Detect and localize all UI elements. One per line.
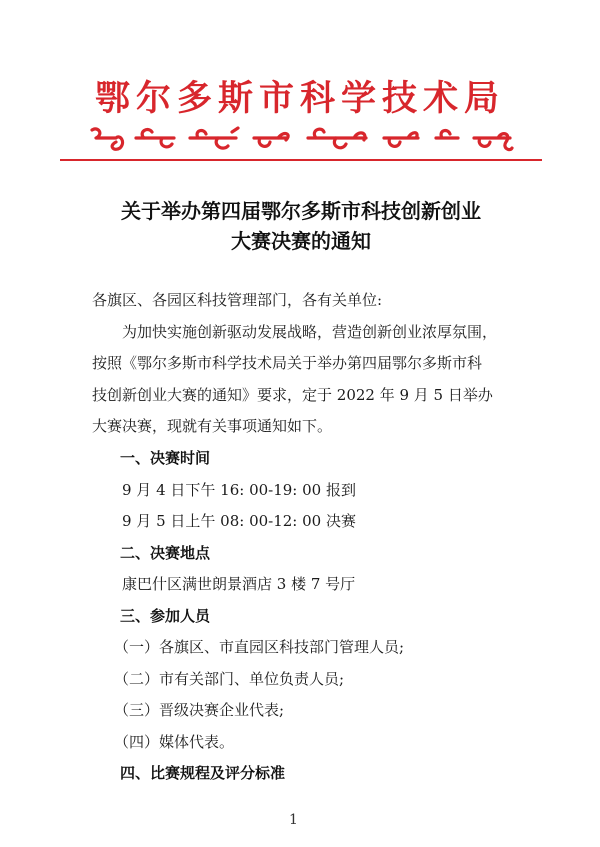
attendee-item: （三）晋级决赛企业代表; [114,701,285,719]
location-text: 康巴什区满世朗景酒店 3 楼 7 号厅 [122,575,356,593]
org-name-heading: 鄂尔多斯市科学技术局 [94,78,505,119]
time-item: 9 月 5 日上午 08: 00-12: 00 决赛 [122,512,356,530]
paragraph-line: 技创新创业大赛的通知》要求，定于 2022 年 9 月 5 日举办 [92,386,493,404]
time-item: 9 月 4 日下午 16: 00-19: 00 报到 [122,481,356,499]
attendee-item: （一）各旗区、市直园区科技部门管理人员; [114,638,405,656]
title-line-1: 关于举办第四届鄂尔多斯市科技创新创业 [121,199,481,223]
section-heading-rules: 四、比赛规程及评分标准 [120,764,286,782]
section-heading-location: 二、决赛地点 [120,544,211,562]
paragraph-line: 按照《鄂尔多斯市科学技术局关于举办第四届鄂尔多斯市科 [92,354,483,372]
attendee-item: （二）市有关部门、单位负责人员; [114,670,345,688]
section-heading-attendees: 三、参加人员 [120,607,211,625]
page-number: 1 [289,812,298,828]
attendee-item: （四）媒体代表。 [114,733,235,751]
paragraph-line: 为加快实施创新驱动发展战略，营造创新创业浓厚氛围， [122,323,498,341]
paragraph-line: 大赛决赛，现就有关事项通知如下。 [92,417,333,435]
title-line-2: 大赛决赛的通知 [231,229,371,253]
salutation: 各旗区、各园区科技管理部门，各有关单位: [92,291,383,309]
document-title [60,196,542,256]
mongolian-script-logo [86,124,516,156]
header-divider [60,159,542,161]
section-heading-time: 一、决赛时间 [120,449,211,467]
